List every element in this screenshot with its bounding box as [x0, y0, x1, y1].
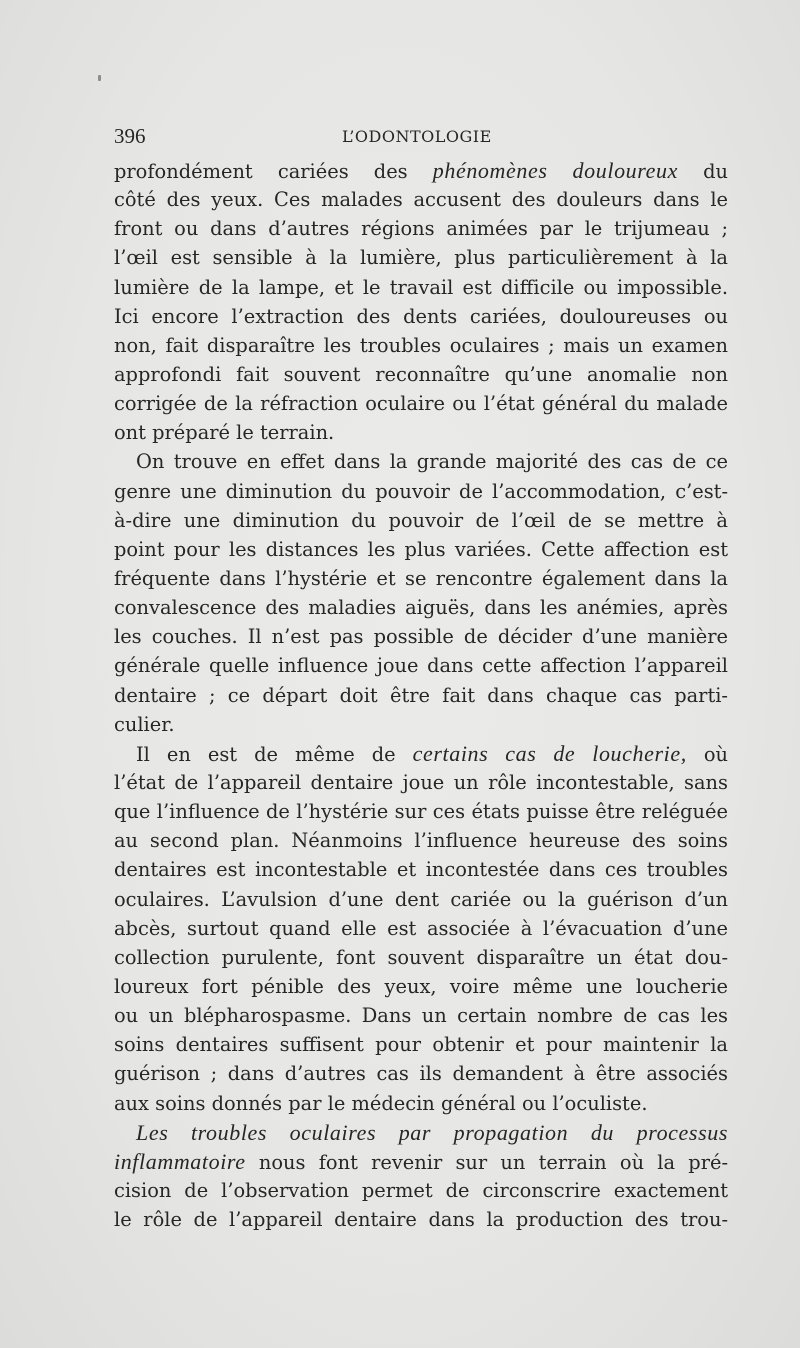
text-line: loureux fort pénible des yeux, voire même une loucherie [114, 974, 728, 998]
text-line: au second plan. Néanmoins l’influence heureuse des soins [114, 829, 728, 853]
text-line: soins dentaires suffisent pour obtenir et pour maintenir la [114, 1033, 728, 1057]
text-line: corrigée de la réfraction oculaire ou l’état général du malade [114, 392, 728, 416]
text-line: front ou dans d’autres régions animées par le trijumeau ; [114, 217, 728, 241]
page-body [114, 156, 728, 1234]
text-line: le rôle de l’appareil dentaire dans la production des trou- [114, 1208, 728, 1232]
text-line: dentaires est incontestable et incontestée dans ces troubles [114, 858, 728, 882]
text-line: Les troubles oculaires par propagation du processus [136, 1119, 728, 1145]
text-line: l’œil est sensible à la lumière, plus particulièrement à la [114, 246, 728, 270]
text-line: cision de l’observation permet de circonscrire exactement [114, 1178, 728, 1202]
text-line: les couches. Il n’est pas possible de décider d’une manière [114, 625, 728, 649]
page-header [114, 124, 728, 154]
text-line: On trouve en effet dans la grande majorité des cas de ce [136, 450, 728, 474]
text-line: côté des yeux. Ces malades accusent des douleurs dans le [114, 188, 728, 212]
text-line: l’état de l’appareil dentaire joue un rôle incontestable, sans [114, 770, 728, 794]
text-line: lumière de la lampe, et le travail est difficile ou impossible. [114, 275, 728, 299]
text-line: dentaire ; ce départ doit être fait dans chaque cas parti- [114, 683, 728, 707]
text-line: guérison ; dans d’autres cas ils demandent à être associés [114, 1062, 728, 1086]
text-line: aux soins donnés par le médecin général ou l’oculiste. [114, 1091, 648, 1115]
text-line: que l’influence de l’hystérie sur ces états puisse être reléguée [114, 800, 728, 824]
text-line: profondément cariées des phénomènes douloureux du [114, 158, 728, 183]
text-line: Ici encore l’extraction des dents cariées, douloureuses ou [114, 304, 728, 328]
text-line: à-dire une diminution du pouvoir de l’œil de se mettre à [114, 508, 728, 532]
text-line: convalescence des maladies aiguës, dans les anémies, après [114, 596, 728, 620]
text-line: fréquente dans l’hystérie et se rencontre également dans la [114, 566, 728, 590]
text-line: point pour les distances les plus variées. Cette affection est [114, 537, 728, 561]
text-line: Il en est de même de certains cas de loucherie, où [136, 740, 728, 766]
page-number: 396 [114, 124, 146, 148]
text-line: collection purulente, font souvent disparaître un état dou- [114, 945, 728, 969]
text-line: générale quelle influence joue dans cette affection l’appareil [114, 654, 728, 678]
text-line: ont préparé le terrain. [114, 421, 335, 445]
text-line: oculaires. L’avulsion d’une dent cariée ou la guérison d’un [114, 887, 728, 911]
text-line: approfondi fait souvent reconnaître qu’une anomalie non [114, 362, 728, 386]
running-title: L’ODONTOLOGIE [342, 127, 492, 146]
text-line: inflammatoire nous font revenir sur un terrain où la pré- [114, 1148, 728, 1174]
text-line: non, fait disparaître les troubles oculaires ; mais un examen [114, 333, 728, 357]
text-line: abcès, surtout quand elle est associée à l’évacuation d’une [114, 916, 728, 940]
speck-mark [98, 75, 101, 81]
text-line: genre une diminution du pouvoir de l’accommodation, c’est- [114, 479, 728, 503]
text-line: ou un blépharospasme. Dans un certain nombre de cas les [114, 1004, 728, 1028]
text-line: culier. [114, 712, 175, 736]
